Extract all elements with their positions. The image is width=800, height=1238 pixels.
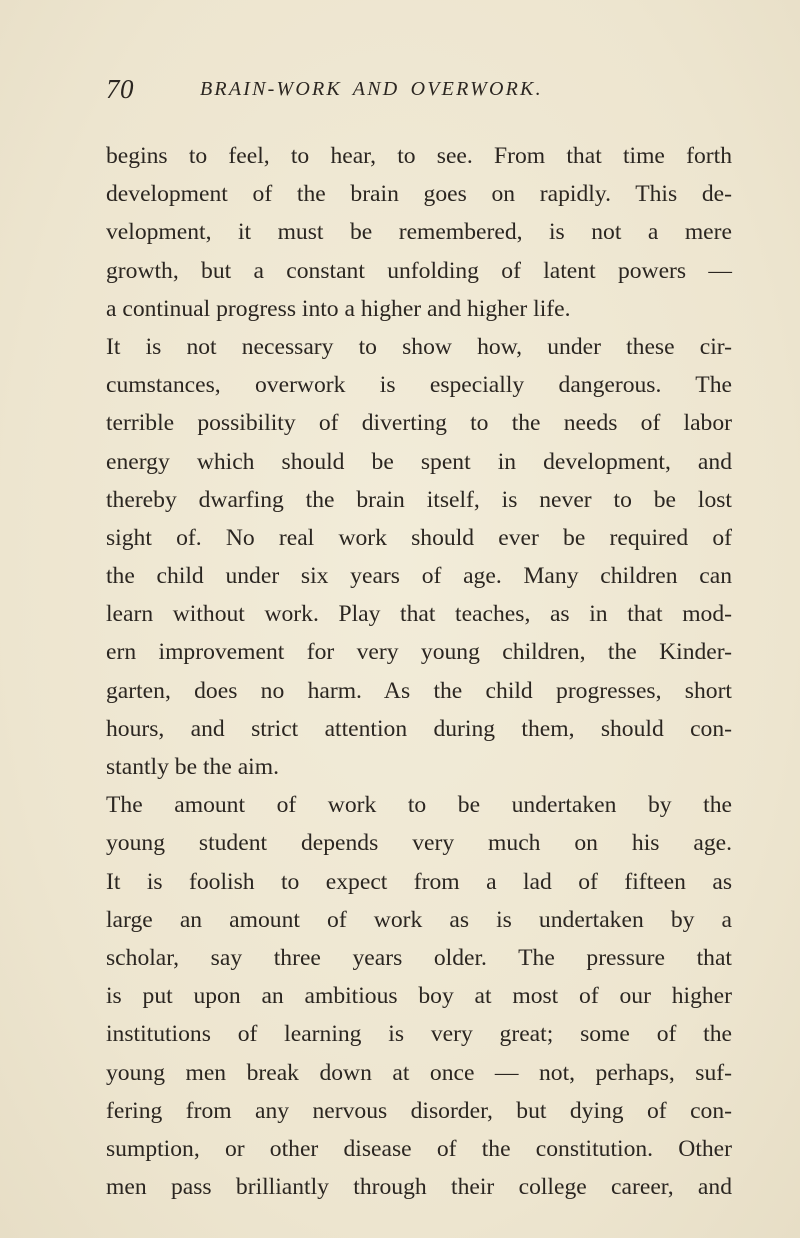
text-line: It is foolish to expect from a lad of fifteen as <box>106 868 732 895</box>
text-line: sumption, or other disease of the constitution. Other <box>106 1135 732 1162</box>
text-line: a continual progress into a higher and higher life. <box>106 295 571 322</box>
text-line: development of the brain goes on rapidly. This de- <box>106 181 732 208</box>
text-line: large an amount of work as is undertaken by a <box>106 906 732 933</box>
text-line: growth, but a constant unfolding of latent powers — <box>106 257 732 284</box>
text-line: terrible possibility of diverting to the needs of labor <box>106 410 732 437</box>
text-line: The amount of work to be undertaken by the <box>106 792 732 819</box>
text-line: thereby dwarfing the brain itself, is never to be lost <box>106 486 732 513</box>
text-line: fering from any nervous disorder, but dying of con- <box>106 1097 732 1124</box>
text-line: hours, and strict attention during them, should con- <box>106 715 732 742</box>
text-line: learn without work. Play that teaches, as in that mod- <box>106 601 732 628</box>
text-line: scholar, say three years older. The pressure that <box>106 944 732 971</box>
text-line: energy which should be spent in development, and <box>106 448 732 475</box>
text-line: men pass brilliantly through their college career, and <box>106 1174 732 1201</box>
text-line: young men break down at once — not, perhaps, suf- <box>106 1059 732 1086</box>
page-header <box>106 74 666 110</box>
text-line: sight of. No real work should ever be required of <box>106 524 732 551</box>
running-title: BRAIN-WORK AND OVERWORK. <box>200 78 543 100</box>
text-line: is put upon an ambitious boy at most of our higher <box>106 983 732 1010</box>
page-number: 70 <box>106 74 134 104</box>
text-line: stantly be the aim. <box>106 754 279 780</box>
text-line: velopment, it must be remembered, is not a mere <box>106 219 732 246</box>
text-line: garten, does no harm. As the child progresses, short <box>106 677 732 704</box>
text-line: It is not necessary to show how, under these cir- <box>106 333 732 360</box>
text-line: ern improvement for very young children, the Kinder- <box>106 639 732 666</box>
text-line: cumstances, overwork is especially dangerous. The <box>106 372 732 399</box>
text-line: the child under six years of age. Many children can <box>106 563 732 590</box>
text-line: institutions of learning is very great; some of the <box>106 1021 732 1048</box>
text-line: young student depends very much on his age. <box>106 830 732 857</box>
body-text <box>106 137 732 1206</box>
text-line: begins to feel, to hear, to see. From that time forth <box>106 143 732 169</box>
